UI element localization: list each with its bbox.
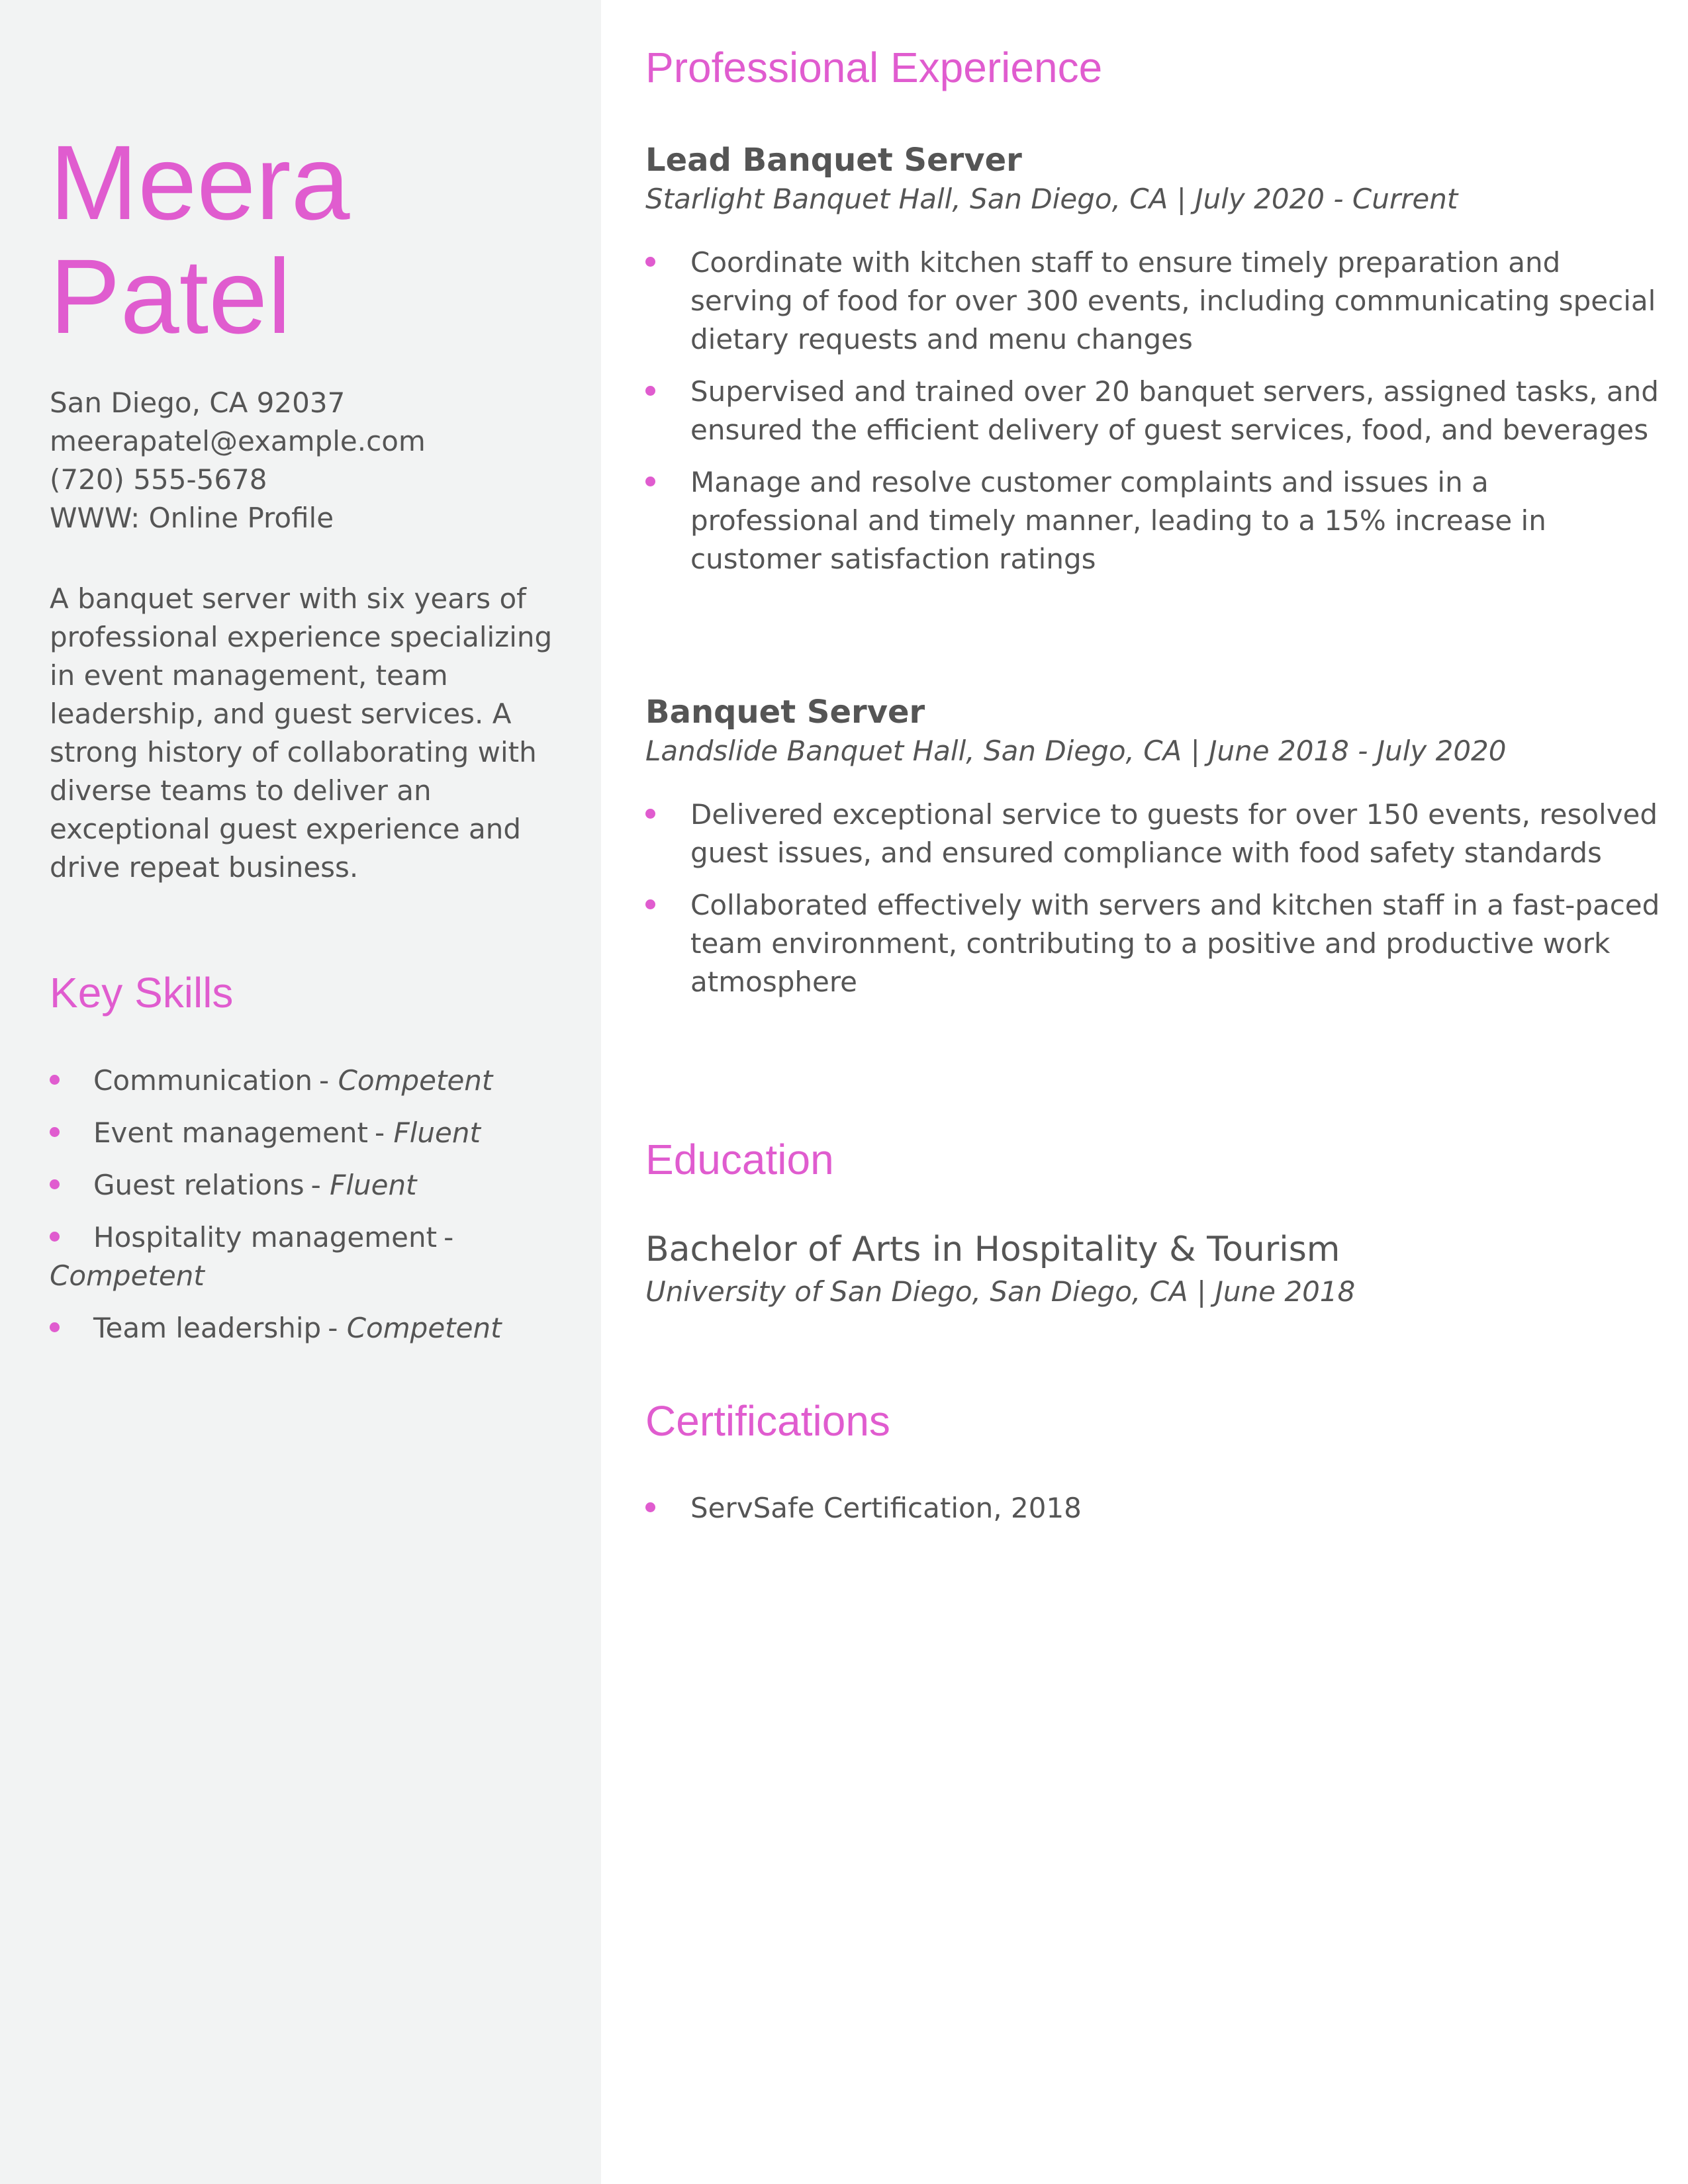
skill-separator: - — [328, 1312, 338, 1344]
bullet-icon — [645, 386, 655, 396]
education-heading: Education — [645, 1136, 834, 1183]
skill-name: Event management — [93, 1116, 369, 1149]
bullet-icon — [645, 257, 655, 267]
education-meta: University of San Diego, San Diego, CA | June 2018 — [645, 1275, 1356, 1308]
bullet-icon — [645, 809, 655, 819]
company: Landslide Banquet Hall, San Diego, CA — [645, 735, 1182, 767]
job-dates: July 2020 - Current — [1195, 183, 1458, 215]
skill-name: Communication — [93, 1064, 313, 1097]
education-entry — [645, 1226, 1665, 1311]
degree: Bachelor of Arts in Hospitality & Tourism — [645, 1230, 1340, 1269]
skill-name: Guest relations — [93, 1169, 305, 1201]
skill-separator: - — [310, 1169, 321, 1201]
list-item — [645, 373, 1665, 449]
skill-separator: - — [444, 1221, 454, 1253]
job-title: Lead Banquet Server — [645, 142, 1022, 179]
skill-separator: - — [319, 1064, 330, 1097]
list-item — [645, 244, 1665, 359]
job-bullets — [645, 796, 1665, 1001]
list-item — [645, 796, 1665, 872]
experience-heading: Professional Experience — [645, 44, 1103, 91]
bullet-icon — [50, 1179, 60, 1189]
address: San Diego, CA 92037 — [50, 387, 346, 419]
skill-item — [50, 1114, 553, 1152]
skill-level: Competent — [346, 1312, 502, 1344]
certifications-heading: Certifications — [645, 1397, 890, 1445]
skill-name: Hospitality management — [93, 1221, 438, 1253]
job-bullets — [645, 244, 1665, 578]
skills-heading: Key Skills — [50, 969, 234, 1017]
bullet-text: Coordinate with kitchen staff to ensure timely preparation and serving of food for over 300 events, including communicating special dietary requests and menu changes — [690, 246, 1656, 355]
job-meta: Starlight Banquet Hall, San Diego, CA | July 2020 - Current — [645, 183, 1458, 215]
skill-level: Competent — [50, 1259, 205, 1292]
email-link[interactable]: meerapatel@example.com — [50, 425, 426, 457]
bullet-text: Manage and resolve customer complaints and issues in a professional and timely manner, leading to a 15% increase in customer satisfaction ratings — [690, 466, 1546, 575]
skill-item — [50, 1166, 553, 1205]
school: University of San Diego, San Diego, CA — [645, 1275, 1188, 1308]
summary-text: A banquet server with six years of professional experience specializing in event management, team leadership, and guest services. A strong history of collaborating with diverse teams to deliver an exceptional guest experience and drive repeat business. — [50, 582, 553, 884]
job-entry — [645, 140, 1665, 592]
list-item — [645, 1489, 1665, 1527]
job-meta: Landslide Banquet Hall, San Diego, CA | June 2018 - July 2020 — [645, 735, 1507, 767]
last-name: Patel — [50, 237, 291, 355]
candidate-name — [50, 123, 350, 355]
company: Starlight Banquet Hall, San Diego, CA — [645, 183, 1168, 215]
skill-item — [50, 1062, 553, 1100]
bullet-icon — [50, 1127, 60, 1137]
website-link[interactable]: WWW: Online Profile — [50, 502, 334, 534]
bullet-text: Supervised and trained over 20 banquet servers, assigned tasks, and ensured the efficient delivery of guest services, food, and beverages — [690, 375, 1659, 446]
job-title: Banquet Server — [645, 694, 925, 731]
certifications-list — [645, 1489, 1665, 1541]
bullet-icon — [50, 1075, 60, 1085]
skill-separator: - — [375, 1116, 385, 1149]
skill-name: Team leadership — [93, 1312, 322, 1344]
skill-level: Fluent — [330, 1169, 417, 1201]
contact-info — [50, 384, 426, 537]
job-dates: June 2018 - July 2020 — [1209, 735, 1507, 767]
first-name: Meera — [50, 123, 350, 242]
skills-list — [50, 1062, 553, 1361]
certification-text: ServSafe Certification, 2018 — [690, 1492, 1082, 1524]
bullet-icon — [645, 1502, 655, 1512]
skill-level: Fluent — [393, 1116, 481, 1149]
sidebar — [0, 0, 601, 2184]
bullet-icon — [50, 1322, 60, 1332]
bullet-text: Collaborated effectively with servers and kitchen staff in a fast-paced team environment, contributing to a positive and productive work atmosphere — [690, 889, 1660, 998]
graduation-date: June 2018 — [1215, 1275, 1356, 1308]
bullet-text: Delivered exceptional service to guests for over 150 events, resolved guest issues, and ensured compliance with food safety standards — [690, 798, 1658, 869]
skill-item — [50, 1218, 553, 1295]
skill-level: Competent — [338, 1064, 493, 1097]
list-item — [645, 463, 1665, 578]
job-entry — [645, 692, 1665, 1015]
bullet-icon — [50, 1232, 60, 1242]
phone: (720) 555-5678 — [50, 463, 267, 496]
bullet-icon — [645, 899, 655, 909]
skill-item — [50, 1309, 553, 1347]
bullet-icon — [645, 477, 655, 486]
list-item — [645, 886, 1665, 1001]
